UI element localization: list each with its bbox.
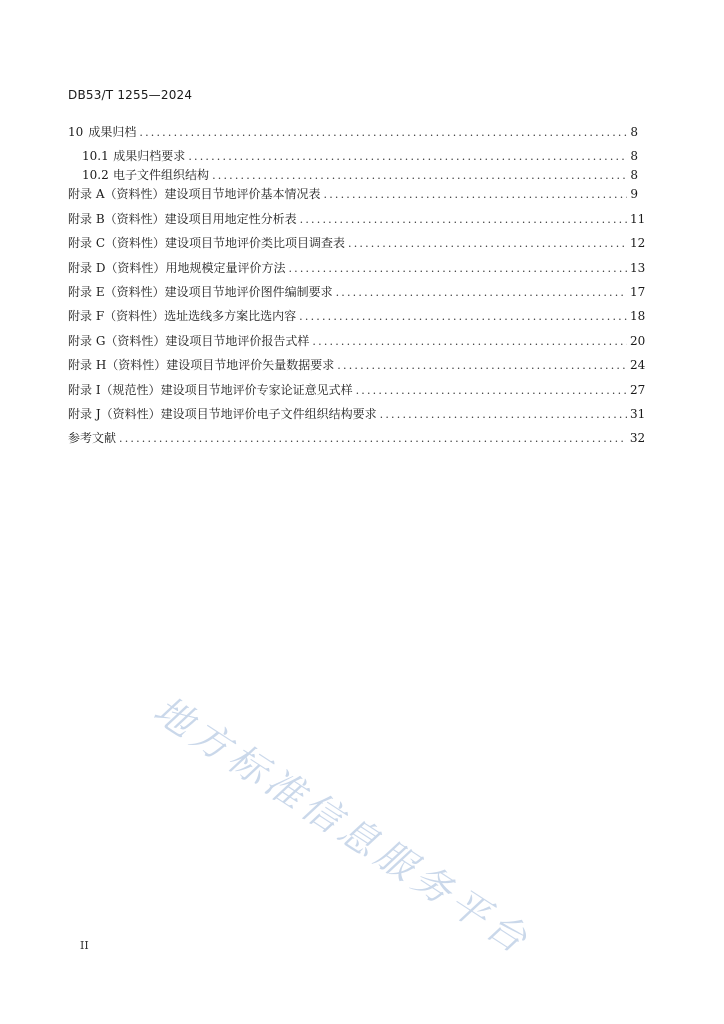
- page-number: II: [80, 939, 89, 952]
- toc-entry-page: 27: [630, 382, 646, 397]
- toc-entry-title: 建设项目节地评价基本情况表: [164, 187, 321, 202]
- toc-entry-page: 11: [630, 211, 646, 226]
- toc-entry-page: 12: [630, 236, 646, 251]
- toc-entry-title: 建设项目节地评价电子文件组织结构要求: [160, 406, 377, 421]
- toc-entry-number: 附录 F（资料性）: [68, 309, 165, 324]
- toc-entry-title: 建设项目节地评价类比项目调查表: [165, 236, 346, 251]
- toc-entry-page: 8: [630, 168, 638, 183]
- toc-entry[interactable]: [68, 234, 646, 258]
- toc-entry-number: 附录 H（资料性）: [68, 358, 167, 373]
- toc-entry-title: 电子文件组织结构: [113, 168, 210, 183]
- toc-entry-page: 13: [630, 260, 646, 275]
- toc-entry-title: 建设项目用地定性分析表: [164, 211, 297, 226]
- toc-entry-number: 10.1: [82, 149, 109, 164]
- toc-dot-leader: [139, 126, 627, 139]
- toc-entry-title: 成果归档要求: [113, 149, 186, 164]
- toc-entry-number: 附录 D（资料性）: [68, 260, 166, 275]
- toc-entry[interactable]: [68, 123, 638, 147]
- toc-entry-page: 31: [630, 406, 646, 421]
- toc-dot-leader: [300, 213, 627, 226]
- toc-dot-leader: [119, 432, 627, 445]
- toc-entry-page: 18: [630, 309, 646, 324]
- toc-entry[interactable]: [68, 429, 646, 453]
- toc-dot-leader: [336, 286, 627, 299]
- toc-entry-number: 附录 E（资料性）: [68, 284, 165, 299]
- document-code: DB53/T 1255—2024: [68, 88, 193, 102]
- toc-entry[interactable]: [68, 166, 638, 185]
- toc-entry[interactable]: [68, 307, 646, 331]
- toc-entry-page: 20: [630, 333, 646, 348]
- toc-entry[interactable]: [68, 259, 646, 283]
- toc-entry-number: 附录 I（规范性）: [68, 382, 161, 397]
- toc-entry-page: 8: [630, 125, 638, 139]
- toc-entry[interactable]: [68, 185, 638, 209]
- toc-entry-number: 附录 G（资料性）: [68, 333, 166, 348]
- table-of-contents: [68, 123, 646, 454]
- toc-dot-leader: [312, 335, 627, 348]
- toc-dot-leader: [348, 237, 627, 250]
- toc-entry-title: 成果归档: [88, 125, 137, 139]
- toc-dot-leader: [299, 310, 627, 323]
- toc-entry-title: 建设项目节地评价报告式样: [165, 333, 310, 348]
- toc-dot-leader: [288, 262, 627, 275]
- toc-entry-title: 建设项目节地评价专家论证意见式样: [160, 382, 353, 397]
- toc-entry-page: 17: [630, 284, 646, 299]
- toc-entry-title: 建设项目节地评价矢量数据要求: [166, 358, 335, 373]
- toc-entry-title: 参考文献: [68, 431, 117, 446]
- toc-entry-page: 9: [630, 187, 638, 202]
- toc-entry-title: 用地规模定量评价方法: [165, 260, 286, 275]
- toc-dot-leader: [356, 384, 627, 397]
- toc-dot-leader: [380, 408, 627, 421]
- toc-entry-number: 附录 J（资料性）: [68, 406, 161, 421]
- toc-entry[interactable]: [68, 356, 646, 380]
- toc-entry-number: 附录 B（资料性）: [68, 211, 165, 226]
- toc-entry-page: 32: [629, 431, 646, 446]
- toc-entry-page: 8: [630, 149, 638, 164]
- toc-entry-title: 选址选线多方案比选内容: [164, 309, 297, 324]
- toc-dot-leader: [324, 188, 628, 201]
- toc-entry-page: 24: [630, 358, 646, 373]
- toc-entry[interactable]: [68, 381, 646, 405]
- toc-entry-number: 附录 C（资料性）: [68, 236, 165, 251]
- toc-entry[interactable]: [68, 405, 646, 429]
- toc-entry-number: 10.2: [82, 168, 109, 183]
- toc-entry-title: 建设项目节地评价图件编制要求: [164, 284, 333, 299]
- toc-entry-number: 10: [68, 125, 84, 139]
- toc-entry[interactable]: [68, 332, 646, 356]
- toc-dot-leader: [188, 150, 627, 163]
- toc-entry-number: 附录 A（资料性）: [68, 187, 165, 202]
- toc-dot-leader: [212, 169, 627, 182]
- watermark: 地方标准信息服务平台: [146, 687, 540, 965]
- toc-entry[interactable]: [68, 283, 646, 307]
- toc-entry[interactable]: [68, 210, 646, 234]
- toc-dot-leader: [337, 359, 627, 372]
- toc-entry[interactable]: [68, 147, 638, 166]
